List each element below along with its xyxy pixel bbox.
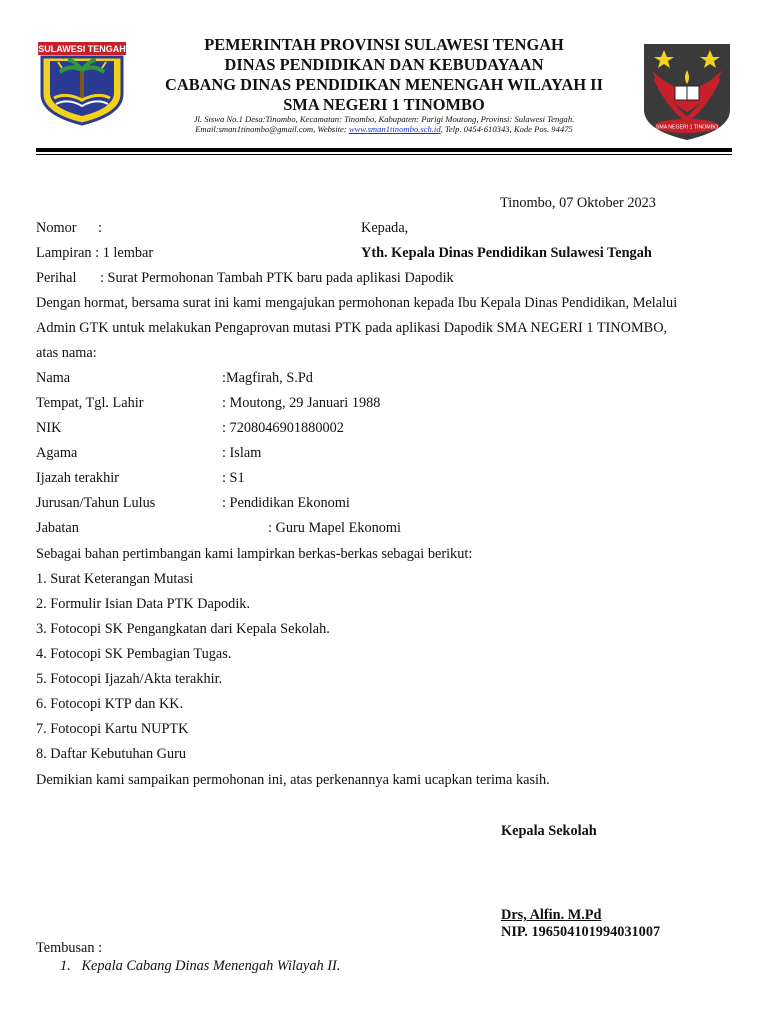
field-label: Nama (36, 370, 71, 386)
field-value: : Guru Mapel Ekonomi (268, 520, 402, 536)
lampiran-line: Lampiran : 1 lembar (36, 245, 154, 261)
field-value: : Moutong, 29 Januari 1988 (222, 395, 381, 411)
field-label: Tempat, Tgl. Lahir (36, 395, 144, 411)
attachment-item: 4. Fotocopi SK Pembagian Tugas. (36, 646, 232, 662)
signer-name: Drs, Alfin. M.Pd (501, 907, 602, 923)
logo-right-text: SMA NEGERI 1 TINOMBO (655, 124, 719, 131)
attachment-item: 1. Surat Keterangan Mutasi (36, 571, 194, 587)
recipient: Yth. Kepala Dinas Pendidikan Sulawesi Tengah (361, 245, 652, 261)
field-value: : Pendidikan Ekonomi (222, 495, 350, 511)
field-label: NIK (36, 420, 62, 436)
body-line-2: Admin GTK untuk melakukan Pengaprovan mutasi PTK pada aplikasi Dapodik SMA NEGERI 1 TINOMBO, (36, 320, 668, 336)
logo-left-text: SULAWESI TENGAH (38, 44, 126, 54)
website-link[interactable]: www.sman1tinombo.sch.id (348, 124, 441, 134)
attachment-item: 6. Fotocopi KTP dan KK. (36, 696, 184, 712)
signer-title: Kepala Sekolah (501, 823, 597, 839)
attachment-item: 7. Fotocopi Kartu NUPTK (36, 721, 189, 737)
letterhead-line-3: CABANG DINAS PENDIDIKAN MENENGAH WILAYAH II (165, 75, 603, 94)
attachment-item: 3. Fotocopi SK Pengangkatan dari Kepala Sekolah. (36, 621, 330, 637)
signer-nip: NIP. 196504101994031007 (501, 924, 661, 940)
field-label: Jurusan/Tahun Lulus (36, 495, 156, 511)
letterhead-line-4: SMA NEGERI 1 TINOMBO (283, 95, 485, 114)
contact-phone: , Telp. 0454-610343, Kode Pos. 94475 (440, 124, 573, 134)
field-value: : S1 (222, 470, 245, 486)
kepada-label: Kepada, (361, 220, 409, 236)
field-label: Ijazah terakhir (36, 470, 119, 486)
attachments-intro: Sebagai bahan pertimbangan kami lampirkan berkas-berkas sebagai berikut: (36, 546, 473, 562)
closing-paragraph: Demikian kami sampaikan permohonan ini, atas perkenannya kami ucapkan terima kasih. (36, 772, 550, 788)
cc-label: Tembusan : (36, 940, 103, 956)
letterhead-line-2: DINAS PENDIDIKAN DAN KEBUDAYAAN (224, 55, 544, 74)
letterhead-rule-thick (36, 148, 732, 152)
perihal-label: Perihal (36, 270, 77, 286)
attachment-item: 5. Fotocopi Ijazah/Akta terakhir. (36, 671, 223, 687)
attachment-item: 2. Formulir Isian Data PTK Dapodik. (36, 596, 251, 612)
nomor-line: Nomor : (36, 220, 102, 236)
letterhead-rule-thin (36, 154, 732, 155)
attachment-item: 8. Daftar Kebutuhan Guru (36, 746, 187, 762)
place-date: Tinombo, 07 Oktober 2023 (500, 195, 656, 211)
field-value: :Magfirah, S.Pd (222, 370, 313, 386)
field-label: Agama (36, 445, 78, 461)
body-line-3: atas nama: (36, 345, 97, 361)
cc-item: 1. Kepala Cabang Dinas Menengah Wilayah II. (60, 958, 341, 974)
field-value: : 7208046901880002 (222, 420, 344, 436)
letterhead-contact (104, 124, 664, 134)
perihal-value: : Surat Permohonan Tambah PTK baru pada aplikasi Dapodik (100, 270, 454, 286)
contact-email: Email:sman1tinombo@gmail.com, Website: (195, 124, 349, 134)
field-value: : Islam (222, 445, 262, 461)
letterhead-line-1: PEMERINTAH PROVINSI SULAWESI TENGAH (204, 35, 564, 54)
letterhead-address: Jl. Siswa No.1 Desa:Tinombo, Kecamatan: Tinombo, Kabupaten: Parigi Moutong, Provinsi: Sulawesi Tengah. (193, 114, 575, 124)
body-line-1: Dengan hormat, bersama surat ini kami mengajukan permohonan kepada Ibu Kepala Dinas Pendidikan, Melalui (36, 295, 678, 311)
field-label: Jabatan (36, 520, 79, 536)
